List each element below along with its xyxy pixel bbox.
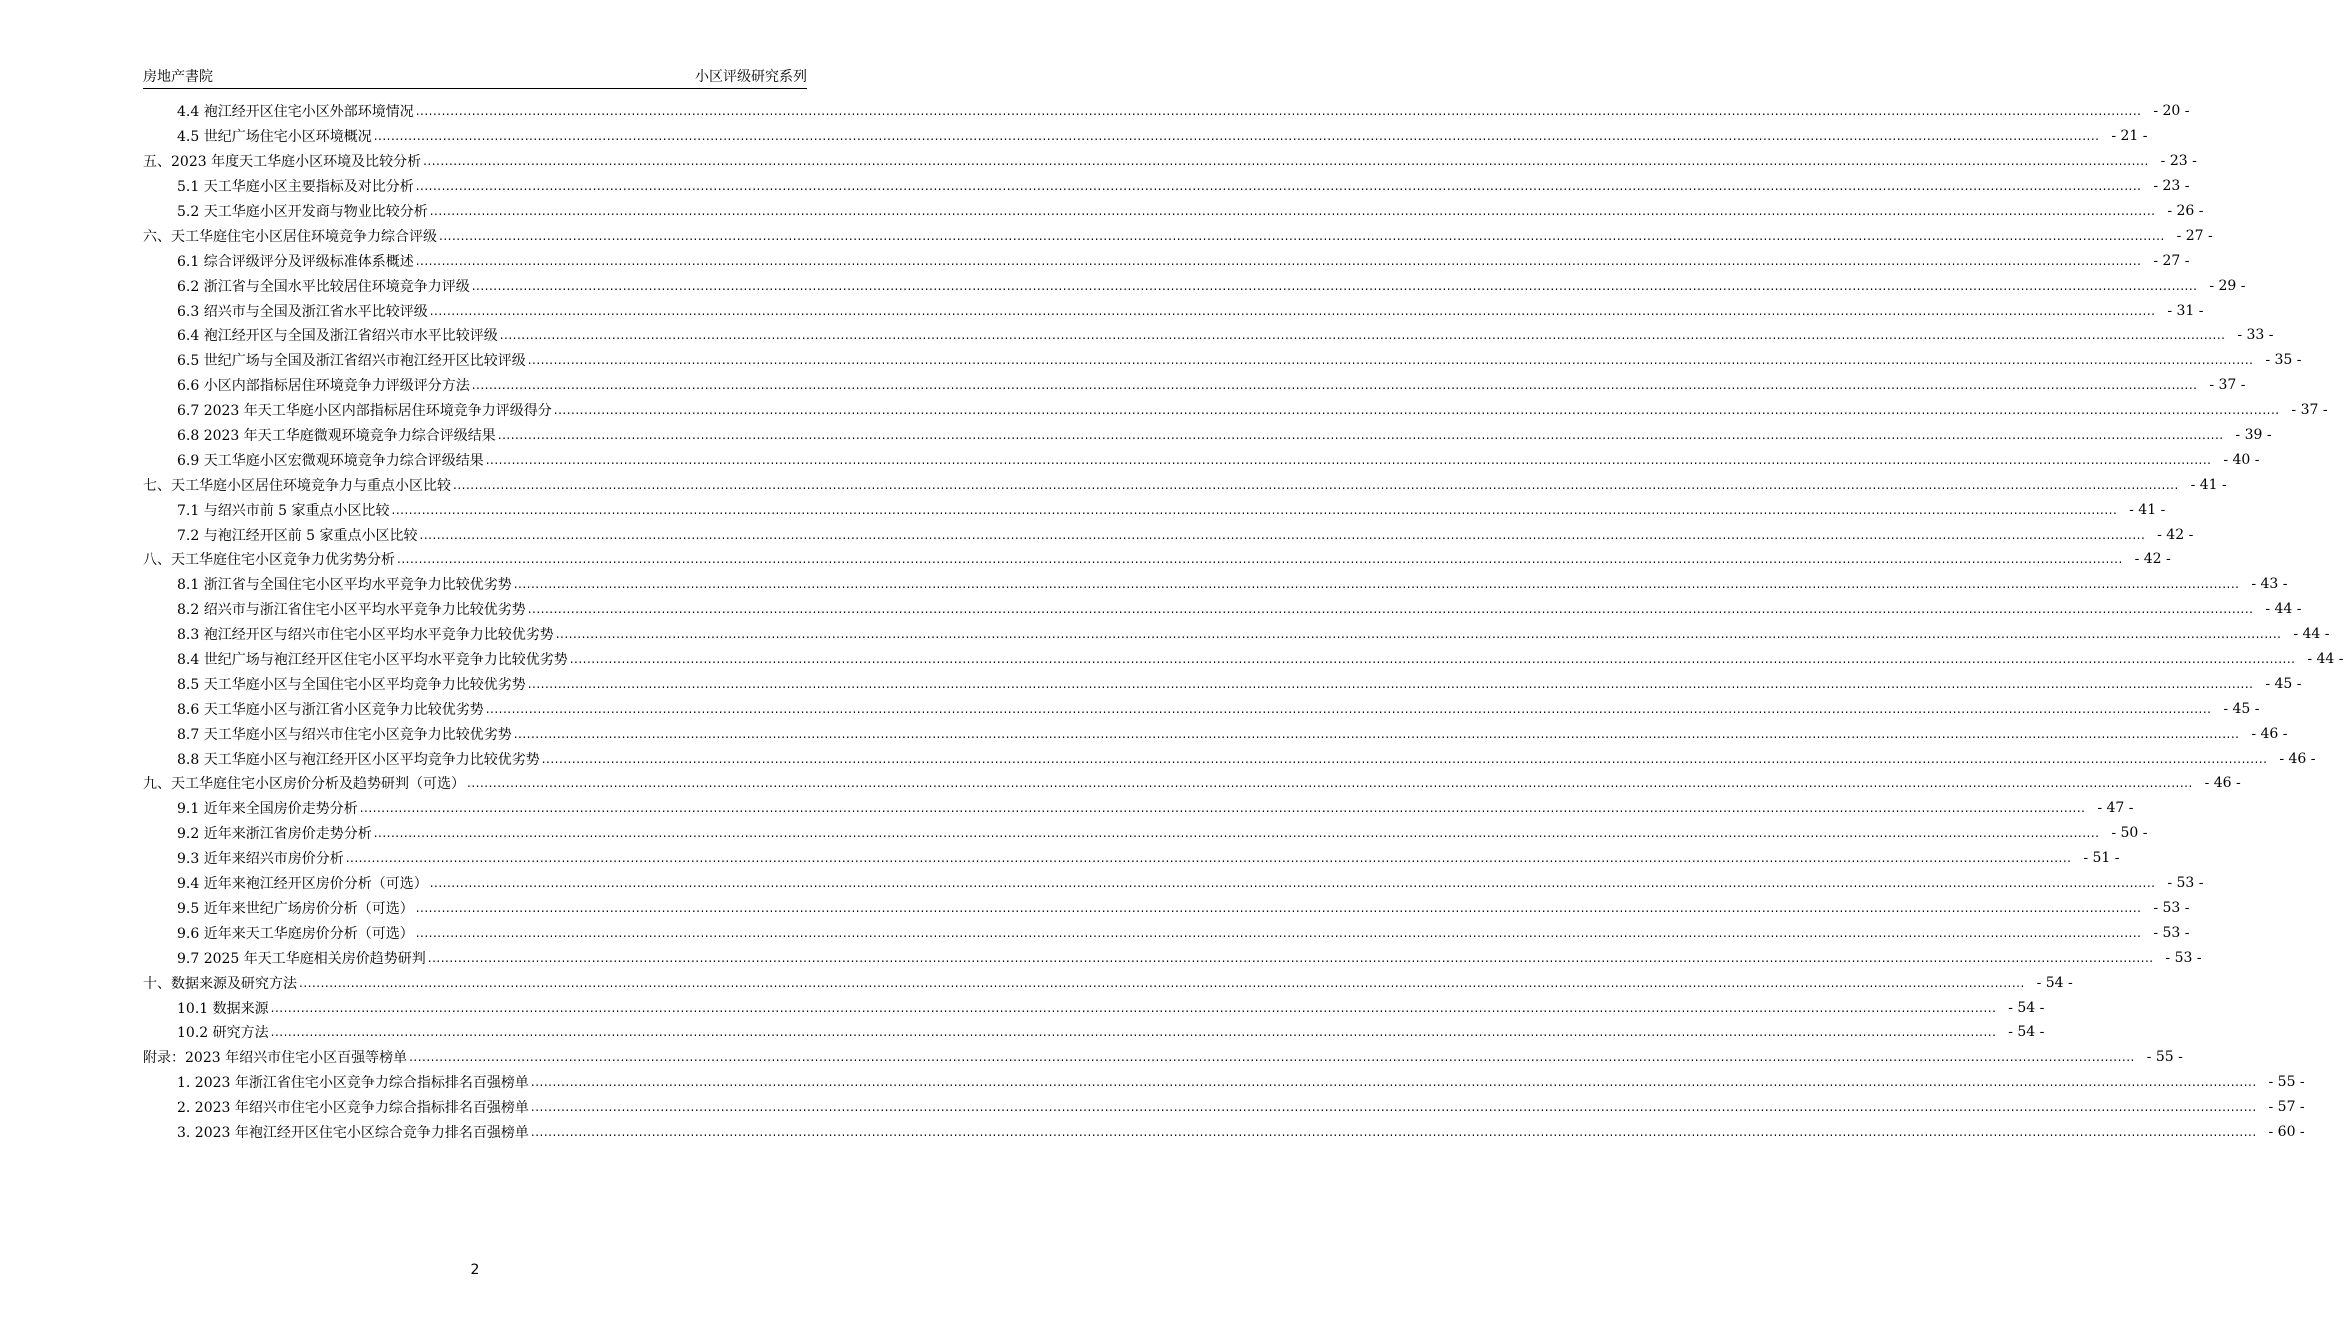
- toc-entry-page: - 46 -: [2204, 775, 2241, 792]
- toc-dot-leader: ................................................................................................................................................................................................................................................................................................................................................................................................................: [415, 925, 2142, 940]
- toc-dot-leader: ................................................................................................................................................................................................................................................................................................................................................................................................................: [513, 726, 2240, 741]
- toc-dot-leader: ................................................................................................................................................................................................................................................................................................................................................................................................................: [453, 477, 2179, 492]
- toc-dot-leader: ................................................................................................................................................................................................................................................................................................................................................................................................................: [513, 577, 2240, 592]
- toc-dot-leader: ................................................................................................................................................................................................................................................................................................................................................................................................................: [391, 502, 2118, 517]
- toc-dot-leader: ................................................................................................................................................................................................................................................................................................................................................................................................................: [409, 1050, 2135, 1065]
- toc-chapter-entry[interactable]: [0, 223, 2213, 248]
- toc-entry-page: - 45 -: [2223, 700, 2260, 717]
- toc-entry-page: - 54 -: [2008, 1024, 2045, 1041]
- toc-dot-leader: ................................................................................................................................................................................................................................................................................................................................................................................................................: [527, 353, 2254, 368]
- toc-dot-leader: ................................................................................................................................................................................................................................................................................................................................................................................................................: [527, 602, 2254, 617]
- toc-dot-leader: ................................................................................................................................................................................................................................................................................................................................................................................................................: [471, 278, 2198, 293]
- toc-entry-title: 6.6 小区内部指标居住环境竞争力评级评分方法: [177, 378, 470, 395]
- toc-section-entry[interactable]: [0, 945, 2202, 970]
- toc-section-entry[interactable]: [0, 124, 2148, 149]
- toc-entry-page: - 42 -: [2134, 551, 2171, 568]
- toc-entry-title: 6.8 2023 年天工华庭微观环境竞争力综合评级结果: [177, 428, 496, 445]
- toc-entry-page: - 23 -: [2160, 153, 2197, 170]
- toc-entry-page: - 39 -: [2235, 427, 2272, 444]
- toc-entry-page: - 54 -: [2036, 974, 2073, 991]
- toc-entry-page: - 53 -: [2153, 899, 2190, 916]
- toc-entry-title: 9.4 近年来袍江经开区房价分析（可选）: [177, 876, 428, 893]
- page-number: 2: [470, 1262, 480, 1278]
- toc-section-entry[interactable]: [0, 995, 2045, 1020]
- toc-section-entry[interactable]: [0, 447, 2260, 472]
- toc-entry-page: - 20 -: [2153, 103, 2190, 120]
- toc-dot-leader: ................................................................................................................................................................................................................................................................................................................................................................................................................: [439, 228, 2165, 243]
- toc-entry-title: 9.1 近年来全国房价走势分析: [177, 801, 358, 818]
- toc-dot-leader: ................................................................................................................................................................................................................................................................................................................................................................................................................: [359, 801, 2086, 816]
- toc-entry-title: 6.3 绍兴市与全国及浙江省水平比较评级: [177, 303, 428, 320]
- toc-section-entry[interactable]: [0, 1020, 2045, 1045]
- toc-entry-page: - 53 -: [2153, 924, 2190, 941]
- toc-entry-title: 七、天工华庭小区居住环境竞争力与重点小区比较: [143, 477, 451, 494]
- toc-section-entry[interactable]: [0, 273, 2246, 298]
- toc-section-entry[interactable]: [0, 846, 2120, 871]
- toc-entry-title: 十、数据来源及研究方法: [143, 975, 297, 992]
- toc-entry-page: - 41 -: [2129, 501, 2166, 518]
- toc-dot-leader: ................................................................................................................................................................................................................................................................................................................................................................................................................: [530, 1075, 2257, 1090]
- toc-entry-title: 6.1 综合评级评分及评级标准体系概述: [177, 253, 414, 270]
- toc-dot-leader: ................................................................................................................................................................................................................................................................................................................................................................................................................: [527, 676, 2254, 691]
- toc-entry-page: - 42 -: [2157, 526, 2194, 543]
- toc-entry-title: 8.4 世纪广场与袍江经开区住宅小区平均水平竞争力比较优劣势: [177, 652, 568, 669]
- toc-entry-page: - 41 -: [2190, 476, 2227, 493]
- toc-section-entry[interactable]: [0, 746, 2316, 771]
- toc-section-entry[interactable]: [0, 1070, 2305, 1095]
- toc-dot-leader: ................................................................................................................................................................................................................................................................................................................................................................................................................: [485, 701, 2212, 716]
- toc-entry-title: 10.1 数据来源: [177, 1000, 269, 1017]
- toc-entry-page: - 60 -: [2268, 1123, 2305, 1140]
- toc-entry-page: - 29 -: [2209, 277, 2246, 294]
- header-publisher: 房地产書院: [143, 69, 213, 85]
- toc-section-entry[interactable]: [0, 572, 2288, 597]
- toc-entry-page: - 46 -: [2279, 750, 2316, 767]
- toc-entry-title: 附录：2023 年绍兴市住宅小区百强等榜单: [143, 1050, 408, 1067]
- toc-entry-title: 8.8 天工华庭小区与袍江经开区小区平均竞争力比较优劣势: [177, 751, 540, 768]
- toc-entry-title: 9.3 近年来绍兴市房价分析: [177, 851, 344, 868]
- toc-entry-page: - 57 -: [2268, 1099, 2305, 1116]
- toc-entry-title: 6.7 2023 年天工华庭小区内部指标居住环境竞争力评级得分: [177, 403, 552, 420]
- toc-entry-title: 5.1 天工华庭小区主要指标及对比分析: [177, 179, 414, 196]
- toc-entry-title: 3. 2023 年袍江经开区住宅小区综合竞争力排名百强榜单: [177, 1124, 529, 1141]
- toc-dot-leader: ................................................................................................................................................................................................................................................................................................................................................................................................................: [270, 1000, 1997, 1015]
- toc-entry-title: 9.7 2025 年天工华庭相关房价趋势研判: [177, 950, 426, 967]
- toc-entry-title: 五、2023 年度天工华庭小区环境及比较分析: [143, 154, 422, 171]
- toc-dot-leader: ................................................................................................................................................................................................................................................................................................................................................................................................................: [467, 776, 2193, 791]
- toc-entry-page: - 55 -: [2146, 1049, 2183, 1066]
- toc-dot-leader: ................................................................................................................................................................................................................................................................................................................................................................................................................: [569, 652, 2296, 667]
- toc-dot-leader: ................................................................................................................................................................................................................................................................................................................................................................................................................: [429, 303, 2156, 318]
- toc-dot-leader: ................................................................................................................................................................................................................................................................................................................................................................................................................: [299, 975, 2025, 990]
- toc-entry-title: 九、天工华庭住宅小区房价分析及趋势研判（可选）: [143, 776, 465, 793]
- toc-entry-title: 8.5 天工华庭小区与全国住宅小区平均竞争力比较优劣势: [177, 676, 526, 693]
- toc-entry-title: 6.9 天工华庭小区宏微观环境竞争力综合评级结果: [177, 452, 484, 469]
- toc-dot-leader: ................................................................................................................................................................................................................................................................................................................................................................................................................: [419, 527, 2146, 542]
- toc-section-entry[interactable]: [0, 1120, 2305, 1145]
- toc-section-entry[interactable]: [0, 896, 2190, 921]
- header-series-title: 小区评级研究系列: [695, 69, 807, 85]
- toc-dot-leader: ................................................................................................................................................................................................................................................................................................................................................................................................................: [530, 1100, 2257, 1115]
- toc-entry-page: - 53 -: [2167, 875, 2204, 892]
- toc-entry-page: - 54 -: [2008, 999, 2045, 1016]
- toc-entry-page: - 50 -: [2111, 825, 2148, 842]
- toc-dot-leader: ................................................................................................................................................................................................................................................................................................................................................................................................................: [555, 627, 2282, 642]
- toc-entry-title: 7.2 与袍江经开区前 5 家重点小区比较: [177, 527, 418, 544]
- toc-dot-leader: ................................................................................................................................................................................................................................................................................................................................................................................................................: [373, 129, 2100, 144]
- toc-entry-title: 8.3 袍江经开区与绍兴市住宅小区平均水平竞争力比较优劣势: [177, 627, 554, 644]
- toc-entry-title: 9.2 近年来浙江省房价走势分析: [177, 826, 372, 843]
- toc-entry-title: 6.5 世纪广场与全国及浙江省绍兴市袍江经开区比较评级: [177, 353, 526, 370]
- toc-dot-leader: ................................................................................................................................................................................................................................................................................................................................................................................................................: [499, 328, 2226, 343]
- toc-entry-page: - 44 -: [2307, 651, 2344, 668]
- toc-entry-page: - 40 -: [2223, 451, 2260, 468]
- toc-section-entry[interactable]: [0, 497, 2166, 522]
- toc-section-entry[interactable]: [0, 323, 2274, 348]
- toc-chapter-entry[interactable]: [0, 970, 2073, 995]
- toc-chapter-entry[interactable]: [0, 771, 2241, 796]
- toc-entry-page: - 53 -: [2165, 949, 2202, 966]
- toc-entry-title: 六、天工华庭住宅小区居住环境竞争力综合评级: [143, 228, 437, 245]
- toc-entry-title: 6.4 袍江经开区与全国及浙江省绍兴市水平比较评级: [177, 328, 498, 345]
- toc-entry-page: - 46 -: [2251, 725, 2288, 742]
- toc-dot-leader: ................................................................................................................................................................................................................................................................................................................................................................................................................: [429, 204, 2156, 218]
- toc-section-entry[interactable]: [0, 298, 2204, 323]
- toc-dot-leader: ................................................................................................................................................................................................................................................................................................................................................................................................................: [471, 378, 2198, 393]
- toc-entry-page: - 26 -: [2167, 203, 2204, 219]
- toc-dot-leader: ................................................................................................................................................................................................................................................................................................................................................................................................................: [429, 876, 2156, 891]
- toc-section-entry[interactable]: [0, 696, 2260, 721]
- toc-entry-page: - 27 -: [2176, 227, 2213, 244]
- toc-entry-title: 4.4 袍江经开区住宅小区外部环境情况: [177, 104, 414, 121]
- toc-dot-leader: ................................................................................................................................................................................................................................................................................................................................................................................................................: [415, 253, 2142, 268]
- toc-dot-leader: ................................................................................................................................................................................................................................................................................................................................................................................................................: [427, 950, 2154, 965]
- toc-entry-page: - 44 -: [2265, 601, 2302, 618]
- toc-entry-page: - 21 -: [2111, 128, 2148, 145]
- toc-entry-page: - 37 -: [2291, 402, 2328, 419]
- toc-entry-page: - 51 -: [2083, 850, 2120, 867]
- toc-entry-page: - 44 -: [2293, 626, 2330, 643]
- toc-dot-leader: ................................................................................................................................................................................................................................................................................................................................................................................................................: [423, 154, 2149, 169]
- toc-entry-title: 9.6 近年来天工华庭房价分析（可选）: [177, 925, 414, 942]
- toc-section-entry[interactable]: [0, 1095, 2305, 1120]
- toc-entry-page: - 47 -: [2097, 800, 2134, 817]
- toc-dot-leader: ................................................................................................................................................................................................................................................................................................................................................................................................................: [530, 1124, 2257, 1139]
- toc-entry-page: - 31 -: [2167, 302, 2204, 319]
- toc-entry-title: 9.5 近年来世纪广场房价分析（可选）: [177, 900, 414, 917]
- toc-section-entry[interactable]: [0, 398, 2328, 423]
- toc-section-entry[interactable]: [0, 248, 2190, 273]
- toc-entry-title: 1. 2023 年浙江省住宅小区竞争力综合指标排名百强榜单: [177, 1075, 529, 1092]
- toc-entry-title: 4.5 世纪广场住宅小区环境概况: [177, 129, 372, 146]
- toc-section-entry[interactable]: [0, 796, 2134, 821]
- toc-dot-leader: ................................................................................................................................................................................................................................................................................................................................................................................................................: [541, 751, 2268, 766]
- toc-entry-title: 8.1 浙江省与全国住宅小区平均水平竞争力比较优劣势: [177, 577, 512, 594]
- toc-entry-title: 7.1 与绍兴市前 5 家重点小区比较: [177, 502, 390, 519]
- toc-entry-page: - 27 -: [2153, 252, 2190, 269]
- toc-entry-title: 10.2 研究方法: [177, 1025, 269, 1042]
- toc-section-entry[interactable]: [0, 647, 2344, 672]
- toc-entry-title: 8.6 天工华庭小区与浙江省小区竞争力比较优劣势: [177, 701, 484, 718]
- toc-section-entry[interactable]: [0, 821, 2148, 846]
- toc-chapter-entry[interactable]: [0, 149, 2197, 174]
- toc-entry-title: 2. 2023 年绍兴市住宅小区竞争力综合指标排名百强榜单: [177, 1100, 529, 1117]
- toc-dot-leader: ................................................................................................................................................................................................................................................................................................................................................................................................................: [373, 826, 2100, 841]
- toc-dot-leader: ................................................................................................................................................................................................................................................................................................................................................................................................................: [485, 452, 2212, 467]
- toc-entry-title: 八、天工华庭住宅小区竞争力优劣势分析: [143, 552, 395, 569]
- toc-section-entry[interactable]: [0, 373, 2246, 398]
- toc-section-entry[interactable]: [0, 174, 2190, 199]
- toc-section-entry[interactable]: [0, 348, 2302, 373]
- toc-entry-title: 8.2 绍兴市与浙江省住宅小区平均水平竞争力比较优劣势: [177, 602, 526, 619]
- toc-section-entry[interactable]: [0, 99, 2190, 124]
- table-of-contents: [0, 99, 2344, 1144]
- page-header: [143, 66, 807, 89]
- toc-dot-leader: ................................................................................................................................................................................................................................................................................................................................................................................................................: [553, 403, 2280, 418]
- toc-section-entry[interactable]: [0, 199, 2204, 224]
- toc-section-entry[interactable]: [0, 920, 2190, 945]
- toc-entry-page: - 33 -: [2237, 327, 2274, 344]
- toc-section-entry[interactable]: [0, 871, 2204, 896]
- toc-dot-leader: ................................................................................................................................................................................................................................................................................................................................................................................................................: [415, 900, 2142, 915]
- toc-section-entry[interactable]: [0, 522, 2194, 547]
- toc-dot-leader: ................................................................................................................................................................................................................................................................................................................................................................................................................: [397, 552, 2123, 567]
- toc-entry-title: 6.2 浙江省与全国水平比较居住环境竞争力评级: [177, 278, 470, 295]
- toc-section-entry[interactable]: [0, 423, 2272, 448]
- toc-section-entry[interactable]: [0, 597, 2302, 622]
- toc-entry-page: - 43 -: [2251, 576, 2288, 593]
- toc-entry-page: - 55 -: [2268, 1074, 2305, 1091]
- toc-entry-page: - 23 -: [2153, 178, 2190, 195]
- toc-entry-title: 8.7 天工华庭小区与绍兴市住宅小区竞争力比较优劣势: [177, 726, 512, 743]
- toc-dot-leader: ................................................................................................................................................................................................................................................................................................................................................................................................................: [415, 179, 2142, 194]
- toc-chapter-entry[interactable]: [0, 472, 2227, 497]
- toc-section-entry[interactable]: [0, 671, 2302, 696]
- toc-dot-leader: ................................................................................................................................................................................................................................................................................................................................................................................................................: [345, 851, 2072, 866]
- toc-dot-leader: ................................................................................................................................................................................................................................................................................................................................................................................................................: [270, 1025, 1997, 1040]
- toc-section-entry[interactable]: [0, 622, 2330, 647]
- toc-entry-page: - 35 -: [2265, 352, 2302, 369]
- toc-dot-leader: ................................................................................................................................................................................................................................................................................................................................................................................................................: [497, 428, 2224, 443]
- toc-entry-page: - 37 -: [2209, 377, 2246, 394]
- toc-chapter-entry[interactable]: [0, 1045, 2183, 1070]
- toc-entry-title: 5.2 天工华庭小区开发商与物业比较分析: [177, 204, 428, 220]
- toc-section-entry[interactable]: [0, 721, 2288, 746]
- toc-entry-page: - 45 -: [2265, 675, 2302, 692]
- toc-chapter-entry[interactable]: [0, 547, 2171, 572]
- toc-dot-leader: ................................................................................................................................................................................................................................................................................................................................................................................................................: [415, 104, 2142, 119]
